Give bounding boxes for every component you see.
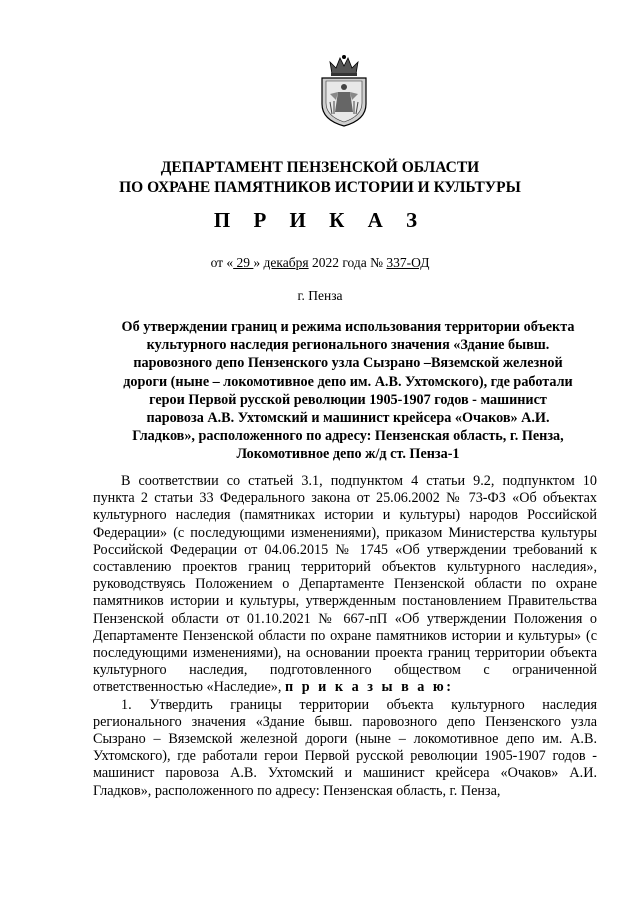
department-name-line2: ПО ОХРАНЕ ПАМЯТНИКОВ ИСТОРИИ И КУЛЬТУРЫ [119,179,521,196]
order-subject [100,318,596,464]
subject-line: культурного наследия регионального значения «Здание бывш. [146,337,550,354]
date-year: 2022 года № [308,255,387,270]
coat-of-arms-icon [316,54,372,128]
subject-line: дороги (ныне – локомотивное депо им. А.В. Ухтомского), где работали [123,373,573,390]
department-name-line1: ДЕПАРТАМЕНТ ПЕНЗЕНСКОЙ ОБЛАСТИ [160,159,480,176]
date-prefix: от « [210,255,234,270]
subject-line: герои Первой русской революции 1905-1907 годов - машинист [149,391,547,408]
date-day: 29 [233,255,254,270]
city-name: г. Пенза [297,288,343,303]
document-type-title: П Р И К А З [213,208,427,232]
subject-line: Гладков», расположенного по адресу: Пензенская область, г. Пенза, [132,428,564,445]
subject-line: паровозного депо Пензенского узла Сызрано –Вяземской железной [133,355,563,372]
preamble-text: В соответствии со статьей 3.1, подпунктом 4 статьи 9.2, подпунктом 10 пункта 2 статьи 33 Федерального закона от 25.06.2002 № 73-ФЗ «Об объектах культурного наследия (памятниках истории и культуры) народов Российской Федерации» (с последующими изменениями), приказом Министерства культуры Российской Федерации от 04.06.2015 № 1745 «Об утверждении требований к составлению проектов границ территорий объектов культурного наследия», руководствуясь Положением о Департаменте Пензенской области по охране памятников истории и культуры, утвержденным постановлением Правительства Пензенской области от 01.10.2021 № 667-пП «Об утверждении Положения о Департаменте Пензенской области по охране памятников истории и культуры» (с последующими изменениями), на основании проекта границ территории объекта культурного наследия, подготовленного обществом с ограниченной ответственностью «Наследие», [93,473,597,696]
preamble-paragraph [93,473,597,697]
department-name [100,158,540,198]
date-line [100,255,540,271]
subject-line: паровоза А.В. Ухтомский и машинист крейсера «Очаков» А.И. [146,410,550,427]
date-month: декабря [263,255,309,270]
order-directive: п р и к а з ы в а ю: [284,679,454,696]
subject-line: Об утверждении границ и режима использования территории объекта [121,319,575,335]
order-number: 337-ОД [386,255,430,270]
clause-1-paragraph: 1. Утвердить границы территории объекта культурного наследия регионального значения «Здание бывш. паровозного депо Пензенского узла Сызрано – Вяземской железной дороги (ныне – локомотивное депо им. А.В. Ухтомского), где работали герои Первой русской революции 1905-1907 годов - машинист паровоза А.В. Ухтомский и машинист крейсера «Очаков» А.И. Гладков», расположенного по адресу: Пензенская область, г. Пенза, [93,696,597,799]
order-body [93,473,597,800]
date-mid: » [253,255,264,270]
subject-line: Локомотивное депо ж/д ст. Пенза-1 [236,446,460,463]
